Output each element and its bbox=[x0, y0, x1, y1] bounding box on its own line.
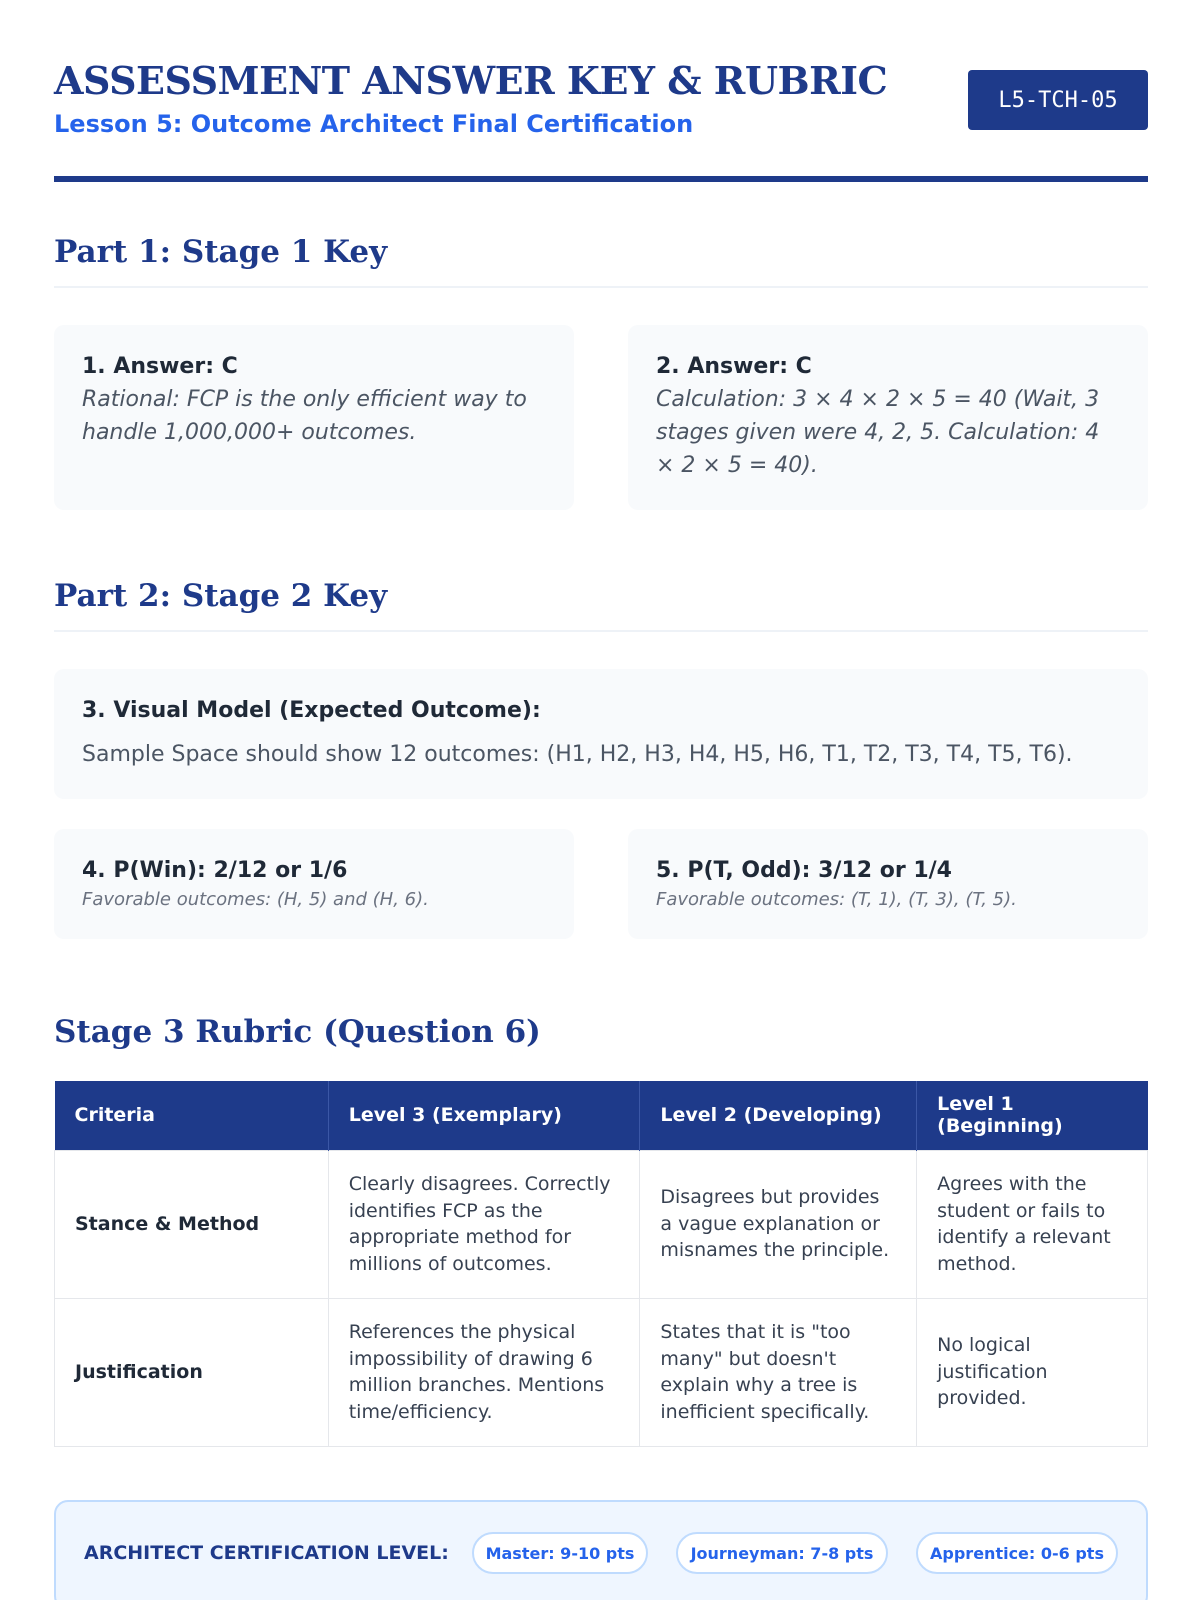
column-header-level-3: Level 3 (Exemplary) bbox=[328, 1081, 640, 1150]
q2-answer: 2. Answer: C bbox=[656, 354, 812, 379]
level-1-cell: Agrees with the student or fails to identify a relevant method. bbox=[917, 1150, 1148, 1298]
journeyman-level-pill: Journeyman: 7-8 pts bbox=[676, 1532, 888, 1574]
q1-rationale: Rational: FCP is the only efficient way to handle 1,000,000+ outcomes. bbox=[82, 387, 527, 445]
answer-card-q4 bbox=[54, 829, 574, 939]
apprentice-level-pill: Apprentice: 0-6 pts bbox=[916, 1532, 1118, 1574]
page-header bbox=[54, 58, 1148, 182]
column-header-criteria: Criteria bbox=[55, 1081, 329, 1150]
level-2-cell: States that it is "too many" but doesn't explain why a tree is inefficient specifically. bbox=[640, 1298, 917, 1446]
certification-label: ARCHITECT CERTIFICATION LEVEL: bbox=[84, 1542, 449, 1564]
q4-answer: 4. P(Win): 2/12 or 1/6 bbox=[82, 858, 348, 883]
q1-answer: 1. Answer: C bbox=[82, 354, 238, 379]
q3-expected-outcome: Sample Space should show 12 outcomes: (H1, H2, H3, H4, H5, H6, T1, T2, T3, T4, T5, T6). bbox=[82, 742, 1073, 767]
column-header-level-1: Level 1 (Beginning) bbox=[917, 1081, 1148, 1150]
rubric-table bbox=[54, 1081, 1148, 1447]
q5-favorable-outcomes: Favorable outcomes: (T, 1), (T, 3), (T, 5). bbox=[656, 889, 1017, 910]
document-code-badge: L5-TCH-05 bbox=[968, 70, 1148, 130]
level-2-cell: Disagrees but provides a vague explanation or misnames the principle. bbox=[640, 1150, 917, 1298]
header-divider bbox=[54, 176, 1148, 182]
certification-level-box bbox=[54, 1500, 1148, 1600]
answer-card-q3 bbox=[54, 669, 1148, 799]
part1-title: Part 1: Stage 1 Key bbox=[54, 232, 1148, 288]
rubric-header-row bbox=[55, 1081, 1148, 1150]
q4-favorable-outcomes: Favorable outcomes: (H, 5) and (H, 6). bbox=[82, 889, 429, 910]
page-title: ASSESSMENT ANSWER KEY & RUBRIC bbox=[54, 58, 888, 103]
rubric-title: Stage 3 Rubric (Question 6) bbox=[54, 1014, 541, 1050]
table-row bbox=[55, 1150, 1148, 1298]
answer-card-q5 bbox=[628, 829, 1148, 939]
criteria-cell: Justification bbox=[55, 1298, 329, 1446]
level-3-cell: References the physical impossibility of drawing 6 million branches. Mentions time/efficiency. bbox=[328, 1298, 640, 1446]
criteria-cell: Stance & Method bbox=[55, 1150, 329, 1298]
q3-heading: 3. Visual Model (Expected Outcome): bbox=[82, 698, 541, 723]
q5-answer: 5. P(T, Odd): 3/12 or 1/4 bbox=[656, 858, 952, 883]
level-1-cell: No logical justification provided. bbox=[917, 1298, 1148, 1446]
q2-calculation: Calculation: 3 × 4 × 2 × 5 = 40 (Wait, 3 stages given were 4, 2, 5. Calculation: 4 × 2 × 5 = 40). bbox=[656, 387, 1100, 478]
table-row bbox=[55, 1298, 1148, 1446]
column-header-level-2: Level 2 (Developing) bbox=[640, 1081, 917, 1150]
master-level-pill: Master: 9-10 pts bbox=[472, 1532, 648, 1574]
answer-card-q1 bbox=[54, 325, 574, 510]
answer-card-q2 bbox=[628, 325, 1148, 510]
level-3-cell: Clearly disagrees. Correctly identifies FCP as the appropriate method for millions of outcomes. bbox=[328, 1150, 640, 1298]
part2-title: Part 2: Stage 2 Key bbox=[54, 576, 1148, 632]
page-subtitle: Lesson 5: Outcome Architect Final Certification bbox=[54, 110, 694, 138]
